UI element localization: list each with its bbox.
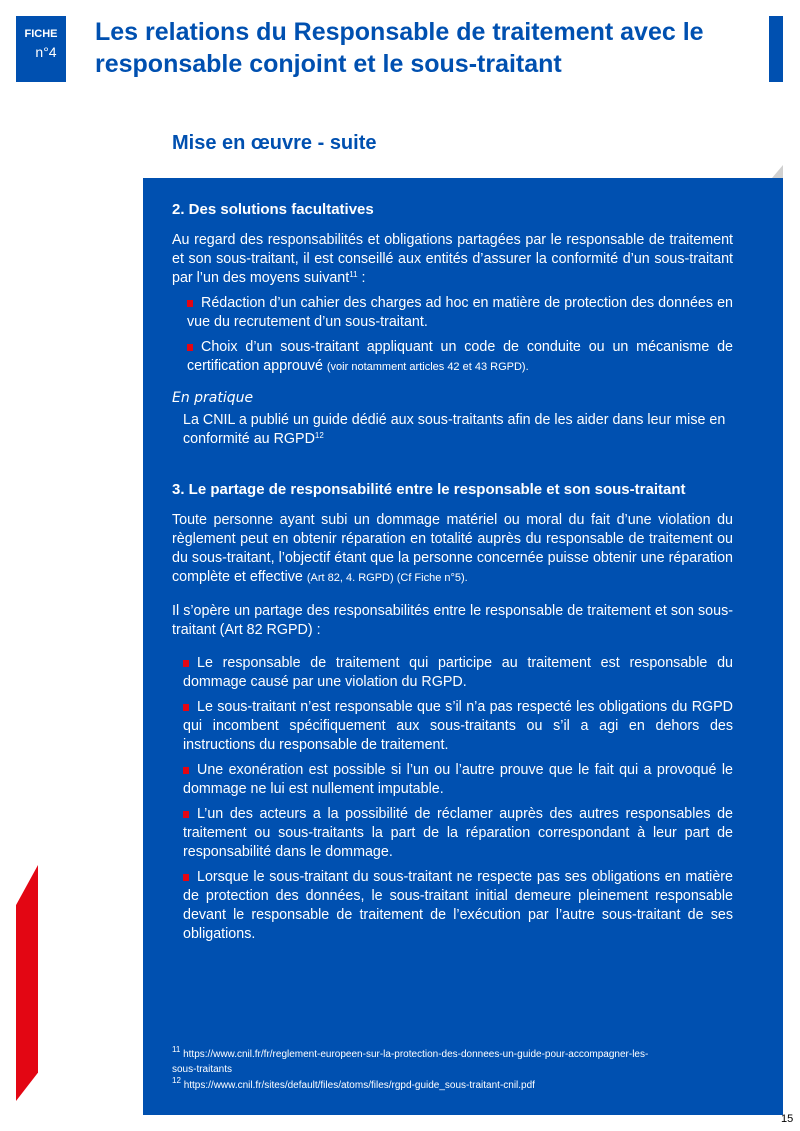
bullet-icon — [183, 767, 189, 774]
list-item — [187, 338, 733, 377]
bullet-icon — [183, 811, 189, 818]
bullet-icon — [183, 704, 189, 711]
fiche-label: FICHE — [24, 28, 58, 40]
article-reference: (Art 82, 4. RGPD) (Cf Fiche n°5). — [306, 572, 468, 584]
section2-bullets — [187, 294, 733, 377]
practice-text — [183, 411, 733, 449]
bullet-icon — [187, 344, 193, 351]
section3-paragraph-2: Il s’opère un partage des responsabilités entre le responsable de traitement et son sous-traitant (Art 82 RGPD) : — [172, 603, 733, 638]
list-item — [183, 761, 733, 799]
bullet-text: Choix d’un sous-traitant appliquant un code de conduite ou un mécanisme de certification approuvé — [187, 339, 733, 374]
content-panel — [143, 178, 783, 1115]
footnote-ref: 11 — [349, 270, 358, 279]
page-title: Les relations du Responsable de traitement avec le responsable conjoint et le sous-traitant — [95, 18, 704, 78]
footnote-link[interactable]: https://www.cnil.fr/sites/default/files/atoms/files/rgpd-guide_sous-traitant-cnil.pdf — [183, 1080, 535, 1091]
footnote-number: 12 — [172, 1076, 181, 1085]
list-item — [183, 698, 733, 755]
intro-text: Au regard des responsabilités et obligations partagées par le responsable de traitement et son sous-traitant, il est conseillé aux entités d’assurer la conformité d’un sous-traitant par l’un des moyens suivant — [172, 232, 733, 286]
list-item — [183, 805, 733, 862]
page-fold-corner — [772, 165, 783, 178]
intro-end: : — [357, 270, 366, 286]
fiche-badge — [16, 16, 66, 82]
list-item — [183, 868, 733, 944]
section3-bullets — [183, 654, 733, 944]
footnote-ref: 12 — [314, 431, 324, 440]
red-decorative-shape — [16, 865, 38, 1101]
bullet-text: Lorsque le sous-traitant du sous-traitant ne respecte pas ses obligations en matière de protection des données, le sous-traitant initial demeure pleinement responsable devant le responsable de traitement de l’exécution par l’autre sous-traitant de ses obligations. — [183, 869, 733, 942]
footnote-link[interactable]: https://www.cnil.fr/fr/reglement-europeen-sur-la-protection-des-donnees-un-guide-pour-accompagner-les-sous-traitants — [172, 1049, 649, 1075]
section3-paragraph-1 — [172, 511, 733, 588]
section2-heading: 2. Des solutions facultatives — [172, 201, 374, 218]
bullet-text: Rédaction d’un cahier des charges ad hoc en matière de protection des données en vue du recrutement d’un sous-traitant. — [187, 295, 733, 330]
bullet-icon — [187, 300, 193, 307]
page-number: 15 — [781, 1113, 794, 1125]
footnote — [172, 1078, 672, 1093]
bullet-text: Le sous-traitant n’est responsable que s’il n’a pas respecté les obligations du RGPD qui incombent spécifiquement aux sous-traitants ou s’il a agi en dehors des instructions du responsable de traitement. — [183, 699, 733, 753]
section2-intro — [172, 231, 733, 288]
footnote — [172, 1047, 672, 1077]
decorative-bar — [769, 16, 783, 82]
fiche-number: n°4 — [35, 44, 57, 60]
bullet-text: Une exonération est possible si l’un ou l’autre prouve que le fait qui a provoqué le dommage ne lui est nullement imputable. — [183, 762, 733, 797]
bullet-icon — [183, 660, 189, 667]
p1-text: Toute personne ayant subi un dommage matériel ou moral du fait d’une violation du règlement peut en obtenir réparation en totalité auprès du responsable de traitement ou du sous-traitant, l’objectif étant que la personne concernée puisse obtenir une réparation complète et effective — [172, 512, 733, 585]
footnote-number: 11 — [172, 1045, 181, 1054]
section-subtitle: Mise en œuvre - suite — [172, 132, 377, 154]
bullet-text: Le responsable de traitement qui participe au traitement est responsable du dommage causé par une violation du RGPD. — [183, 655, 733, 690]
list-item — [183, 654, 733, 692]
practice-title: En pratique — [172, 390, 254, 406]
section3-heading: 3. Le partage de responsabilité entre le responsable et son sous-traitant — [172, 481, 686, 498]
list-item — [187, 294, 733, 332]
bullet-text: L’un des acteurs a la possibilité de réclamer auprès des autres responsables de traitement ou sous-traitants la part de la réparation correspondant à leur part de responsabilité dans le dommage. — [183, 806, 733, 860]
bullet-icon — [183, 874, 189, 881]
practice-body: La CNIL a publié un guide dédié aux sous-traitants afin de les aider dans leur mise en conformité au RGPD — [183, 412, 726, 447]
article-reference: (voir notamment articles 42 et 43 RGPD). — [326, 361, 529, 373]
